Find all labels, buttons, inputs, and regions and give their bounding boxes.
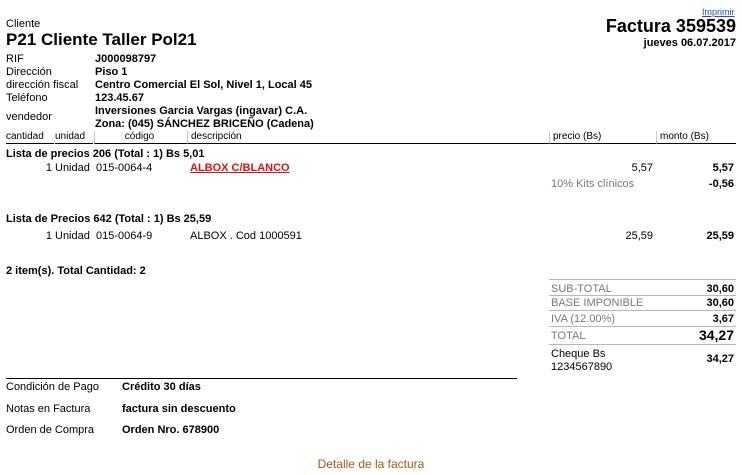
payment-condition-label: Condición de Pago bbox=[6, 381, 99, 393]
invoice-notes-label: Notas en Factura bbox=[6, 403, 91, 415]
line-code: 015-0064-9 bbox=[96, 230, 153, 242]
iva-value: 3,67 bbox=[712, 313, 734, 325]
group-title: Lista de Precios 642 (Total : 1) Bs 25,59 bbox=[6, 213, 212, 225]
payment-condition-value: Crédito 30 días bbox=[122, 381, 201, 393]
print-link[interactable]: Imprimir bbox=[702, 7, 735, 17]
line-qty: 1 bbox=[45, 162, 52, 174]
figure-caption: Detalle de la factura bbox=[317, 457, 425, 471]
fiscal-address-value: Centro Comercial El Sol, Nivel 1, Local 45 bbox=[95, 79, 313, 91]
line-amount: 25,59 bbox=[706, 230, 734, 242]
subtotal-label: SUB-TOTAL bbox=[551, 283, 612, 295]
client-label: Cliente bbox=[6, 18, 41, 30]
address-value: Piso 1 bbox=[95, 66, 128, 78]
group-title: Lista de precios 206 (Total : 1) Bs 5,01 bbox=[6, 148, 205, 160]
line-price: 25,59 bbox=[625, 230, 653, 242]
totals-divider bbox=[549, 310, 736, 311]
totals-divider bbox=[549, 279, 736, 280]
purchase-order-label: Orden de Compra bbox=[6, 424, 95, 436]
rif-value: J000098797 bbox=[95, 53, 157, 65]
col-descripcion: descripción bbox=[187, 131, 549, 144]
base-value: 30,60 bbox=[706, 297, 734, 309]
totals-divider bbox=[549, 295, 736, 296]
payment-ref: 1234567890 bbox=[551, 361, 613, 373]
address-label: Dirección bbox=[6, 66, 52, 78]
total-label: TOTAL bbox=[551, 330, 586, 342]
discount-amount: -0,56 bbox=[708, 178, 734, 190]
seller-zone: Zona: (045) SÁNCHEZ BRICEÑO (Cadena) bbox=[95, 118, 314, 130]
payment-value: 34,27 bbox=[706, 353, 734, 365]
footer-divider bbox=[6, 378, 517, 379]
col-codigo: código bbox=[94, 131, 187, 144]
base-label: BASE IMPONIBLE bbox=[551, 297, 644, 309]
totals-divider bbox=[549, 344, 736, 345]
col-monto: monto (Bs) bbox=[656, 131, 736, 144]
phone-value: 123.45.67 bbox=[95, 92, 144, 104]
line-unit: Unidad bbox=[55, 230, 90, 242]
payment-label: Cheque Bs bbox=[551, 348, 606, 360]
client-name: P21 Cliente Taller Pol21 bbox=[6, 30, 197, 49]
iva-label: IVA (12.00%) bbox=[551, 313, 615, 325]
line-unit: Unidad bbox=[55, 162, 90, 174]
items-summary: 2 item(s). Total Cantidad: 2 bbox=[6, 265, 146, 277]
product-link[interactable]: ALBOX C/BLANCO bbox=[190, 162, 290, 174]
col-cantidad: cantidad bbox=[6, 131, 54, 144]
seller-value: Inversiones Garcia Vargas (ingavar) C.A. bbox=[95, 105, 308, 117]
invoice-date: jueves 06.07.2017 bbox=[643, 37, 736, 49]
line-qty: 1 bbox=[45, 230, 52, 242]
line-amount: 5,57 bbox=[712, 162, 734, 174]
purchase-order-value: Orden Nro. 678900 bbox=[122, 424, 220, 436]
col-unidad: unidad bbox=[55, 131, 93, 144]
col-precio: precio (Bs) bbox=[549, 131, 656, 144]
seller-label: vendedor bbox=[6, 111, 52, 123]
fiscal-address-label: dirección fiscal bbox=[6, 79, 79, 91]
invoice-title: Factura 359539 bbox=[605, 16, 736, 36]
line-price: 5,57 bbox=[631, 162, 653, 174]
line-description: ALBOX . Cod 1000591 bbox=[190, 230, 302, 242]
rif-label: RIF bbox=[6, 53, 24, 65]
subtotal-value: 30,60 bbox=[706, 283, 734, 295]
total-value: 34,27 bbox=[698, 327, 734, 343]
invoice-notes-value: factura sin descuento bbox=[122, 403, 236, 415]
line-code: 015-0064-4 bbox=[96, 162, 153, 174]
phone-label: Teléfono bbox=[6, 92, 48, 104]
discount-label: 10% Kits clínicos bbox=[551, 178, 635, 190]
